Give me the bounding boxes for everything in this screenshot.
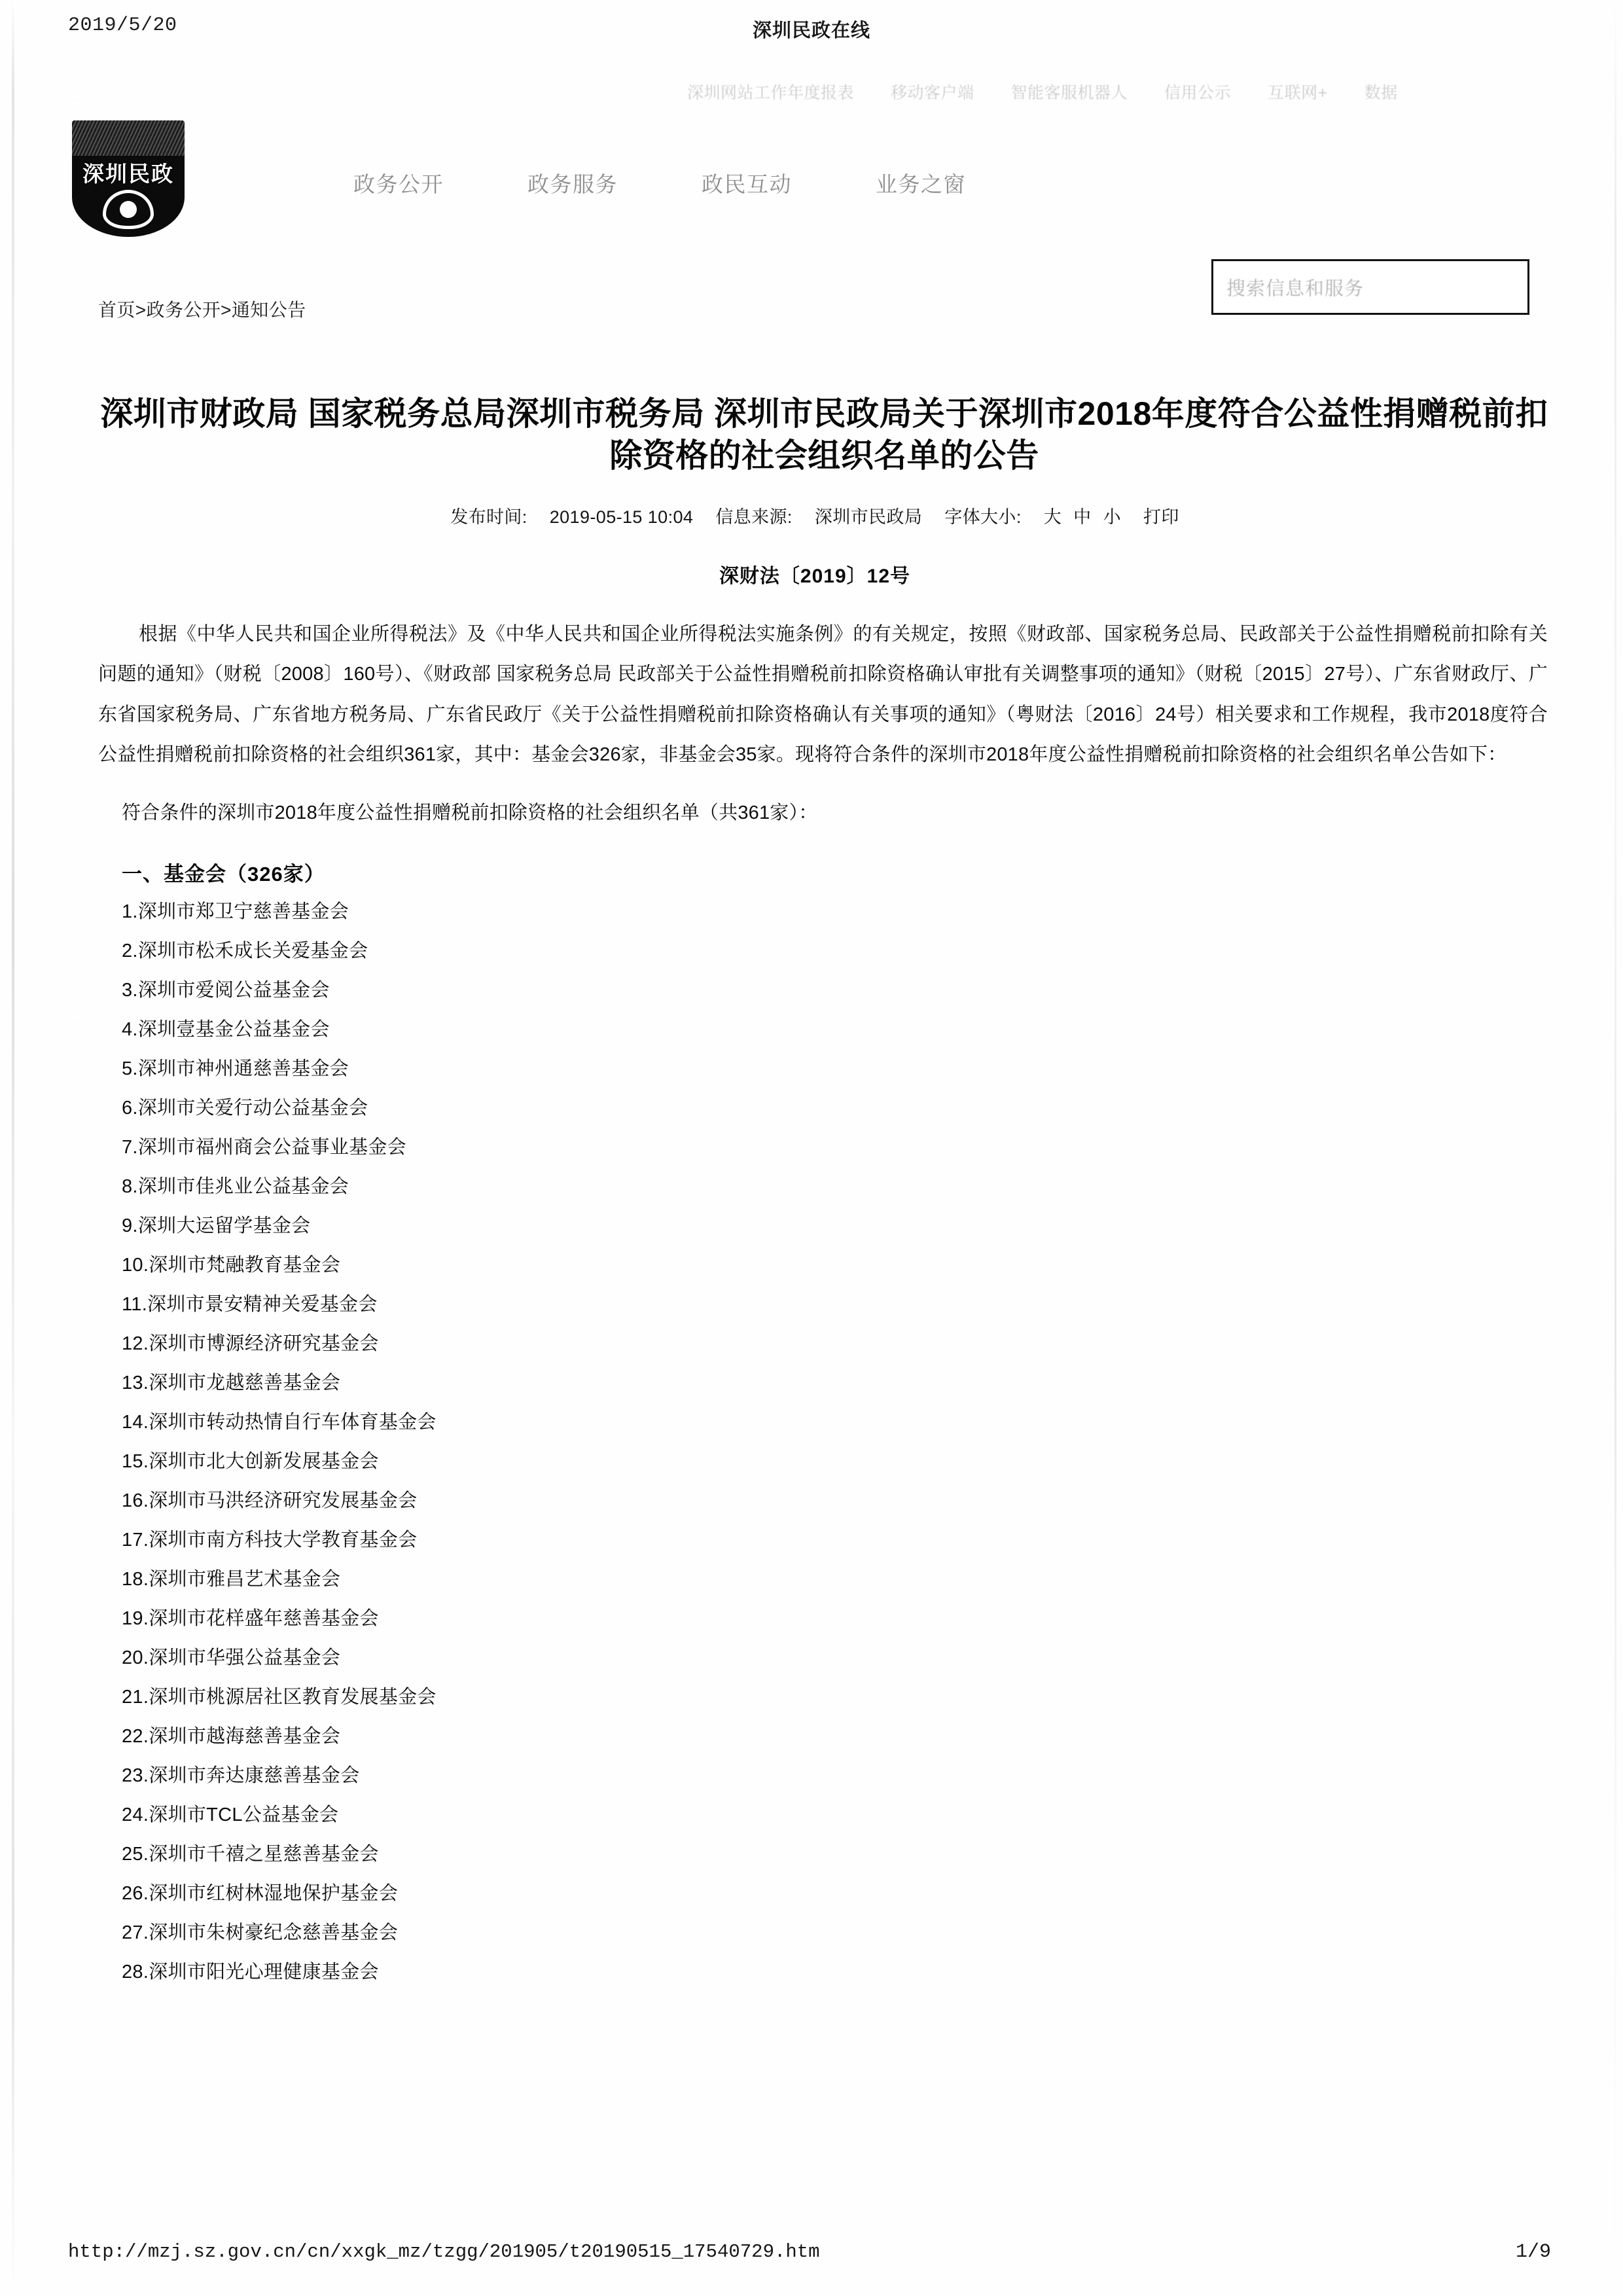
list-item: 8.深圳市佳兆业公益基金会 <box>122 1175 349 1197</box>
article-meta <box>98 503 1531 528</box>
list-item: 22.深圳市越海慈善基金会 <box>122 1725 341 1747</box>
publish-time-value: 2019-05-15 10:04 <box>549 507 694 527</box>
main-navigation <box>353 168 966 198</box>
utility-link-chatbot[interactable]: 智能客服机器人 <box>1010 84 1128 102</box>
print-date: 2019/5/20 <box>68 14 177 37</box>
list-item: 1.深圳市郑卫宁慈善基金会 <box>122 901 349 922</box>
publish-time-label: 发布时间: <box>450 507 527 527</box>
document-number: 深财法〔2019〕12号 <box>719 565 911 587</box>
section-heading-foundations: 一、基金会（326家） <box>122 862 325 886</box>
list-item: 25.深圳市千禧之星慈善基金会 <box>122 1843 379 1865</box>
utility-link-credit-disclosure[interactable]: 信用公示 <box>1164 84 1232 102</box>
list-item: 19.深圳市花样盛年慈善基金会 <box>122 1607 379 1629</box>
list-item: 7.深圳市福州商会公益事业基金会 <box>122 1136 406 1158</box>
list-item: 14.深圳市转动热情自行车体育基金会 <box>122 1411 437 1433</box>
list-item: 2.深圳市松禾成长关爱基金会 <box>122 940 368 961</box>
list-item: 18.深圳市雅昌艺术基金会 <box>122 1568 341 1590</box>
list-item: 10.深圳市梵融教育基金会 <box>122 1254 341 1276</box>
utility-link-mobile-client[interactable]: 移动客户端 <box>891 84 974 102</box>
list-item: 21.深圳市桃源居社区教育发展基金会 <box>122 1686 437 1708</box>
list-item: 27.深圳市朱树豪纪念慈善基金会 <box>122 1922 399 1943</box>
logo-pattern-band <box>72 120 185 156</box>
print-button[interactable]: 打印 <box>1143 507 1179 527</box>
list-item: 4.深圳壹基金公益基金会 <box>122 1018 330 1040</box>
article-container <box>98 393 1548 2002</box>
nav-item-business-window[interactable]: 业务之窗 <box>876 172 966 196</box>
scan-edge-artifact-right <box>1614 0 1616 2296</box>
article-paragraph: 根据《中华人民共和国企业所得税法》及《中华人民共和国企业所得税法实施条例》的有关规定，按照《财政部、国家税务总局、民政部关于公益性捐赠税前扣除有关问题的通知》（财税〔2008〕160号）、《财政部 国家税务总局 民政部关于公益性捐赠税前扣除资格确认审批有关调整事项的通知》（财税〔2015〕27号）、广东省财政厅、广东省国家税务局、广东省地方税务局、广东省民政厅《关于公益性捐赠税前扣除资格确认有关事项的通知》（粤财法〔2016〕24号）相关要求和工作规程，我市2018度符合公益性捐赠税前扣除资格的社会组织361家，其中：基金会326家，非基金会35家。现将符合条件的深圳市2018年度公益性捐赠税前扣除资格的社会组织名单公告如下： <box>98 624 1548 766</box>
nav-item-government-services[interactable]: 政务服务 <box>527 172 618 196</box>
nav-item-government-disclosure[interactable]: 政务公开 <box>353 172 444 196</box>
shenzhen-civil-affairs-logo[interactable] <box>72 120 185 237</box>
list-item: 15.深圳市北大创新发展基金会 <box>122 1450 379 1472</box>
list-item: 6.深圳市关爱行动公益基金会 <box>122 1097 368 1119</box>
logo-emblem-icon <box>103 190 154 229</box>
font-size-medium-button[interactable]: 中 <box>1073 507 1092 527</box>
font-size-large-button[interactable]: 大 <box>1043 507 1062 527</box>
font-size-small-button[interactable]: 小 <box>1103 507 1121 527</box>
site-masthead <box>0 117 1623 299</box>
list-item: 20.深圳市华强公益基金会 <box>122 1647 341 1668</box>
list-item: 17.深圳市南方科技大学教育基金会 <box>122 1529 418 1551</box>
list-item: 24.深圳市TCL公益基金会 <box>122 1804 339 1825</box>
list-item: 3.深圳市爱阅公益基金会 <box>122 979 330 1001</box>
utility-link-data[interactable]: 数据 <box>1364 84 1398 102</box>
font-size-label: 字体大小: <box>944 507 1022 527</box>
logo-text: 深圳民政 <box>82 162 174 186</box>
list-item: 9.深圳大运留学基金会 <box>122 1215 311 1236</box>
list-item: 5.深圳市神州通慈善基金会 <box>122 1058 349 1079</box>
scan-edge-artifact-left <box>12 0 14 2296</box>
utility-link-annual-report[interactable]: 深圳网站工作年度报表 <box>687 84 855 102</box>
list-item: 13.深圳市龙越慈善基金会 <box>122 1372 341 1393</box>
source-label: 信息来源: <box>715 507 793 527</box>
footer-url: http://mzj.sz.gov.cn/cn/xxgk_mz/tzgg/201905/t20190515_17540729.htm <box>68 2241 820 2263</box>
list-item: 12.深圳市博源经济研究基金会 <box>122 1333 379 1354</box>
list-item: 11.深圳市景安精神关爱基金会 <box>122 1293 378 1315</box>
list-item: 28.深圳市阳光心理健康基金会 <box>122 1961 379 1982</box>
list-item: 23.深圳市奔达康慈善基金会 <box>122 1765 360 1786</box>
site-title: 深圳民政在线 <box>752 20 870 41</box>
list-intro-line: 符合条件的深圳市2018年度公益性捐赠税前扣除资格的社会组织名单（共361家）： <box>122 802 818 823</box>
list-item: 26.深圳市红树林湿地保护基金会 <box>122 1882 399 1904</box>
utility-link-internet-plus[interactable]: 互联网+ <box>1268 84 1328 102</box>
utility-links-bar <box>687 77 1584 106</box>
print-footer <box>0 2241 1623 2270</box>
page-title: 深圳市财政局 国家税务总局深圳市税务局 深圳市民政局关于深圳市2018年度符合公益性捐赠税前扣除资格的社会组织名单的公告 <box>100 395 1548 474</box>
source-value: 深圳市民政局 <box>814 507 923 527</box>
list-item: 16.深圳市马洪经济研究发展基金会 <box>122 1490 418 1511</box>
search-placeholder-text: 搜索信息和服务 <box>1226 278 1364 299</box>
organization-list <box>98 903 1531 1982</box>
font-size-options <box>1044 503 1121 528</box>
footer-page-number: 1/9 <box>1515 2241 1551 2263</box>
breadcrumb[interactable]: 首页>政务公开>通知公告 <box>98 300 306 320</box>
nav-item-public-interaction[interactable]: 政民互动 <box>702 172 792 196</box>
print-header <box>0 14 1623 45</box>
search-input[interactable] <box>1211 259 1529 315</box>
